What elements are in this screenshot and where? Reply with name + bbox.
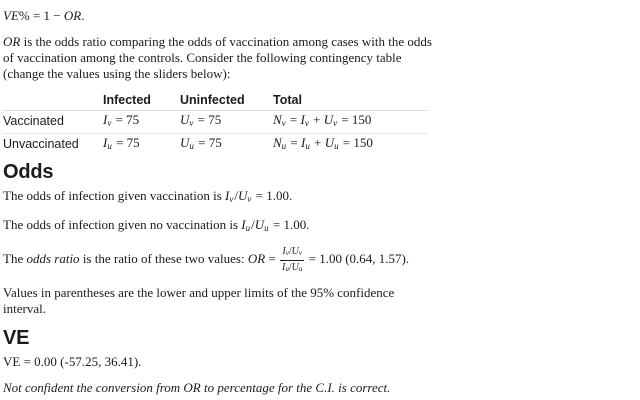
odds-given-no-vaccination — [3, 217, 436, 236]
math-subscript: v — [229, 194, 234, 204]
odds-ratio-paragraph — [3, 246, 436, 275]
math-var: U — [254, 217, 265, 232]
math-var: U — [180, 112, 190, 127]
confidence-interval-note: Values in parentheses are the lower and upper limits of the 95% confidence interval. — [3, 285, 395, 316]
text-run: = 75 — [112, 112, 140, 127]
text-run: / — [234, 188, 238, 203]
math-subscript: u — [305, 141, 310, 151]
math-var: U — [324, 135, 335, 150]
math-subscript: v — [107, 118, 112, 128]
table-header-total: Total — [273, 92, 427, 111]
cell-unvaccinated-total — [273, 134, 427, 157]
cell-unvaccinated-infected — [103, 134, 180, 157]
math-var: U — [180, 135, 190, 150]
ve-value: VE = 0.00 (-57.25, 36.41). — [3, 354, 142, 369]
cell-vaccinated-infected — [103, 111, 180, 134]
text-run: + — [310, 135, 325, 150]
math-var: N — [273, 112, 282, 127]
cell-unvaccinated-uninfected — [180, 134, 273, 157]
text-run: / — [288, 246, 292, 257]
text-run: = 150 — [339, 135, 373, 150]
math-var: U — [323, 112, 334, 127]
table-header-empty — [3, 92, 103, 111]
table-header-infected: Infected — [103, 92, 180, 111]
emphasis-text: odds ratio — [26, 251, 80, 266]
math-var: I — [225, 188, 230, 203]
fraction-denominator — [280, 261, 304, 275]
math-subscript: v — [285, 249, 289, 257]
text-run: = — [286, 112, 301, 127]
table-header-row — [3, 92, 427, 111]
math-var: OR — [63, 8, 82, 23]
math-var: U — [291, 246, 299, 257]
text-run: = — [287, 135, 302, 150]
text-run: The — [3, 251, 27, 266]
intro-paragraph — [3, 34, 436, 82]
math-var: I — [241, 217, 246, 232]
fraction-numerator — [280, 246, 304, 261]
math-var: I — [300, 112, 305, 127]
math-subscript: u — [189, 141, 194, 151]
row-label-unvaccinated: Unvaccinated — [3, 137, 79, 151]
text-run: = 1.00. — [252, 188, 293, 203]
text-run: = 150 — [338, 112, 372, 127]
math-var: U — [291, 262, 299, 273]
math-subscript: v — [281, 118, 286, 128]
math-subscript: u — [107, 141, 112, 151]
math-subscript: u — [334, 141, 339, 151]
text-run: The odds of infection given vaccination is — [3, 188, 226, 203]
math-subscript: u — [245, 223, 251, 233]
math-var: I — [282, 246, 286, 257]
table-header-uninfected: Uninfected — [180, 92, 273, 111]
odds-given-vaccination — [3, 188, 436, 207]
math-subscript: u — [298, 265, 303, 273]
text-run: + — [309, 112, 324, 127]
text-run: = — [265, 251, 279, 266]
odds-heading: Odds — [3, 161, 54, 183]
text-run: / — [251, 217, 255, 232]
math-var: I — [103, 135, 108, 150]
math-var: VE — [3, 8, 19, 23]
text-run: is the ratio of these two values: — [79, 251, 248, 266]
math-var: U — [238, 188, 248, 203]
text-run: The odds of infection given no vaccination is — [3, 217, 242, 232]
odds-ratio-lead — [3, 251, 279, 266]
math-subscript: v — [247, 194, 252, 204]
ve-formula — [3, 8, 436, 24]
contingency-table — [3, 92, 427, 156]
row-label-vaccinated: Vaccinated — [3, 111, 103, 134]
math-var: N — [273, 135, 282, 150]
text-run: = 75 — [112, 135, 140, 150]
math-var: OR — [247, 251, 266, 266]
text-run: % = 1 − — [18, 8, 64, 23]
cell-vaccinated-total — [273, 111, 427, 134]
math-var: OR — [3, 34, 21, 49]
math-subscript: u — [264, 223, 269, 233]
table-row-vaccinated — [3, 111, 427, 134]
text-run: . — [81, 8, 85, 23]
text-run: = 1.00 (0.64, 1.57). — [305, 251, 410, 266]
odds-ratio-result — [305, 251, 409, 266]
text-run: is the odds ratio comparing the odds of vaccination among cases with the odds of vaccination among the controls. Consider the following contingency table (change the values using the sliders below): — [3, 34, 432, 81]
text-run: = 75 — [194, 112, 222, 127]
text-run: = 75 — [194, 135, 222, 150]
math-var: I — [282, 262, 286, 273]
cell-vaccinated-uninfected — [180, 111, 273, 134]
math-subscript: v — [304, 118, 309, 128]
math-subscript: u — [285, 265, 289, 273]
odds-ratio-fraction — [279, 246, 305, 275]
math-subscript: v — [333, 118, 338, 128]
math-var: I — [301, 135, 306, 150]
math-var: I — [103, 112, 108, 127]
table-row-unvaccinated — [3, 134, 427, 157]
ve-heading: VE — [3, 327, 30, 349]
math-subscript: v — [189, 118, 194, 128]
ve-caveat-note: Not confident the conversion from OR to percentage for the C.I. is correct. — [3, 380, 391, 395]
text-run: = 1.00. — [269, 217, 310, 232]
math-subscript: u — [281, 141, 287, 151]
text-run: / — [288, 262, 292, 273]
math-subscript: v — [298, 249, 302, 257]
